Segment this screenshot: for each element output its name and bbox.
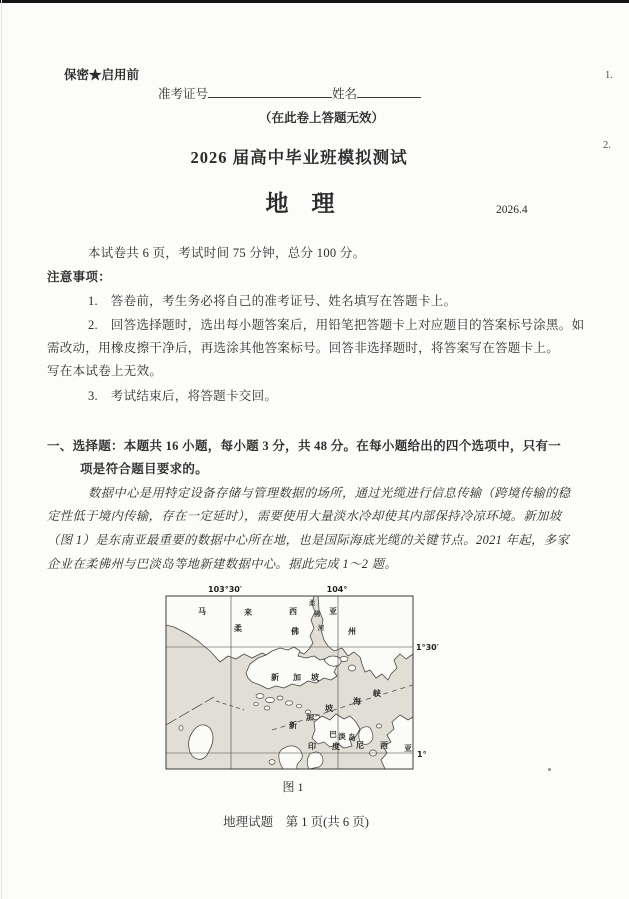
south-islet-2 [266,697,275,702]
scan-speck [548,768,551,771]
label-johor-river-char: 河 [317,625,325,632]
invalid-note: （在此卷上答题无效） [259,111,385,125]
scan-left-edge [1,0,2,899]
south-islet-3 [277,696,283,700]
label-malaysia-char: 亚 [329,607,337,616]
label-batam-char: 巴 [329,730,337,739]
note-line-1: 1. 答卷前，考生务必将自己的准考证号、姓名填写在答题卡上。 [88,294,457,308]
note-line-2: 2. 回答选择题时，选出每小题答案后，用铅笔把答题卡上对应题目的答案标号涂黑。如 [88,318,585,332]
south-islet-4 [286,701,293,705]
label-singapore-char: 新 [271,673,279,682]
label-indonesia-char: 亚 [404,744,412,753]
strait-island-ubin [340,657,348,662]
ticket-number-label: 准考证号 [158,87,209,101]
label-johor-river-char: 柔 [308,600,316,607]
south-islet-7 [264,706,270,710]
label-batam-char: 岛 [348,733,356,742]
label-indonesia-char: 西 [380,741,388,750]
label-malaysia-char: 马 [198,607,206,616]
candidate-fields-row [158,84,421,102]
bottom-islet-3 [269,760,275,765]
south-islet-1 [256,694,264,699]
margin-mark-1: 1. [605,70,613,81]
strait-islet [349,665,356,671]
ticket-number-blank [208,85,332,98]
label-strait-char: 加 [306,713,314,722]
figure-caption: 图 1 [282,780,304,794]
label-malaysia-char: 来 [244,608,252,617]
note-line-5: 3. 考试结束后，将答题卡交回。 [88,389,278,403]
lon-tick-103-30: 103°30′ [208,585,242,594]
lat-tick-1-30: 1°30′ [416,643,439,652]
notes-title: 注意事项： [47,270,112,284]
subject-title: 地 理 [265,191,335,216]
page-footer: 地理试题 第 1 页(共 6 页) [223,815,369,829]
passage-line-2: 定性低于境内传输，存在一定延时），需要使用大量淡水冷却使其内部保持冷凉环境。新加坡 [47,509,562,523]
name-blank [357,85,421,98]
passage-line-4: 企业在柔佛州与巴淡岛等地新建数据中心。据此完成 1～2 题。 [47,557,398,571]
label-indonesia-char: 度 [332,742,340,751]
label-strait-char: 新 [289,721,297,730]
exam-session-title: 2026 届高中毕业班模拟测试 [190,148,408,167]
lon-tick-104: 104° [326,585,348,594]
south-islet-5 [296,704,301,708]
paper-meta: 本试卷共 6 页，考试时间 75 分钟，总分 100 分。 [88,246,366,260]
passage-line-1: 数据中心是用特定设备存储与管理数据的场所，通过光缆进行信息传输（跨境传输的稳 [88,486,571,500]
label-strait-char: 坡 [325,704,333,713]
label-batam-char: 淡 [338,732,346,741]
label-strait-char: 峡 [373,689,381,698]
label-strait-char: 海 [353,697,361,706]
security-notice: 保密★启用前 [64,68,140,82]
name-label: 姓名 [332,87,358,101]
karimun-islet [179,726,183,731]
note-line-4: 写在本试卷上无效。 [47,364,163,378]
label-johor-river-char: 佛 [313,611,321,618]
section-heading-line1: 一、选择题：本题共 16 小题，每小题 3 分，共 48 分。在每小题给出的四个选项中，只有一 [47,439,562,453]
figure1-map [160,582,445,782]
passage-line-3: （图 1）是东南亚最重要的数据中心所在地，也是国际海底光缆的关键节点。2021 年起，多家 [47,533,570,547]
label-malaysia-char: 西 [289,607,297,616]
label-singapore-char: 加 [293,673,301,682]
label-singapore-char: 坡 [311,673,319,682]
label-johor-char: 佛 [291,627,299,636]
note-line-3: 需改动，用橡皮擦干净后，再选涂其他答案标号。回答非选择题时，将答案写在答题卡上。 [47,341,560,355]
scan-top-edge [0,0,629,3]
margin-mark-2: 2. [603,140,611,151]
label-johor-char: 州 [348,627,356,636]
label-indonesia-char: 尼 [356,741,364,750]
exam-date: 2026.4 [496,204,528,216]
mid-islet-3 [376,724,381,728]
south-islet-6 [254,702,258,706]
lat-tick-1: 1° [417,750,427,759]
label-johor-char: 柔 [234,624,242,633]
label-indonesia-char: 印 [308,742,316,751]
section-heading-line2: 项是符合题目要求的。 [80,462,209,476]
